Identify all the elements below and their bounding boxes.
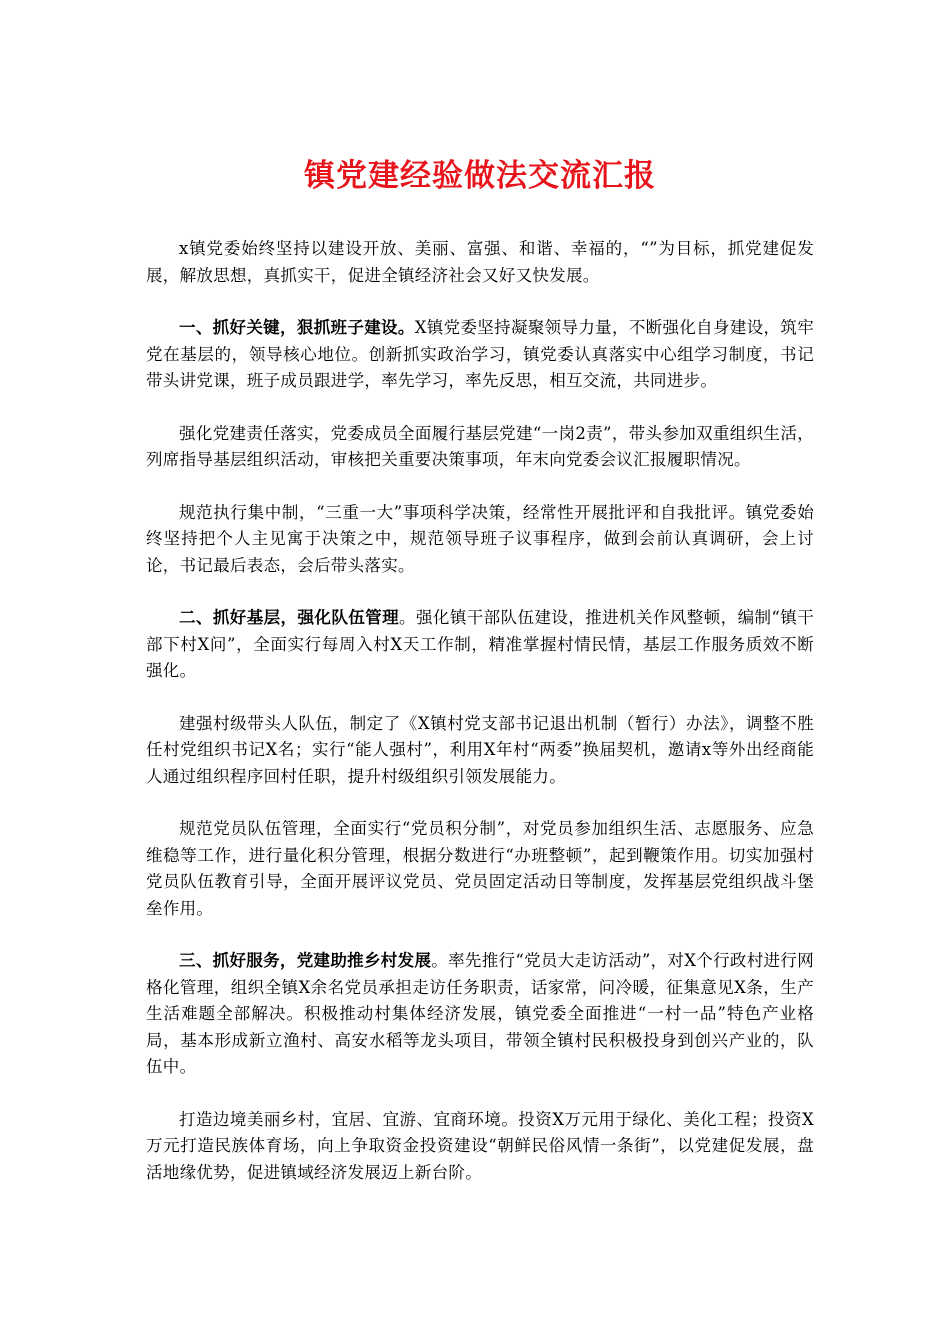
paragraph-5 [146,605,814,685]
paragraph-9 [146,1107,814,1187]
paragraph-3 [146,421,814,474]
paragraph-text: X镇党委坚持凝聚领导力量，不断强化自身建设，筑牢党在基层的，领导核心地位。创新抓实政治学习，镇党委认真落实中心组学习制度，书记带头讲党课，班子成员跟进学，率先学习，率先反思，相互交流，共同进步。 [146,318,815,390]
paragraph-text: 建强村级带头人队伍，制定了《X镇村党支部书记退出机制（暂行）办法》，调整不胜任村党组织书记X名；实行“能人强村”，利用X年村“两委”换届契机，邀请x等外出经商能人通过组织程序回村任职，提升村级组织引领发展能力。 [146,713,814,786]
paragraph-8 [146,948,814,1081]
paragraph-text: 强化党建责任落实，党委成员全面履行基层党建“一岗2责”，带头参加双重组织生活，列席指导基层组织活动，审核把关重要决策事项，年末向党委会议汇报履职情况。 [146,423,814,469]
paragraph-4 [146,500,814,580]
paragraph-text: 规范党员队伍管理，全面实行“党员积分制”，对党员参加组织生活、志愿服务、应急维稳等工作，进行量化积分管理，根据分数进行“办班整顿”，起到鞭策作用。切实加强村党员队伍教育引导，全面开展评议党员、党员固定活动日等制度，发挥基层党组织战斗堡垒作用。 [146,819,814,918]
paragraph-6 [146,711,814,791]
document-title: 镇党建经验做法交流汇报 [304,158,656,194]
paragraph-text: 打造边境美丽乡村，宜居、宜游、宜商环境。投资X万元用于绿化、美化工程；投资X万元打造民族体育场，向上争取资金投资建设“朝鲜民俗风情一条街”，以党建促发展，盘活地缘优势，促进镇域经济发展迈上新台阶。 [146,1109,814,1182]
paragraph-2 [146,315,814,395]
document-page [146,152,814,1212]
section-heading-3: 三、抓好服务，党建助推乡村发展 [179,951,432,970]
section-heading-1: 一、抓好关键，狠抓班子建设。 [179,318,415,337]
paragraph-1 [146,236,814,289]
paragraph-text: x镇党委始终坚持以建设开放、美丽、富强、和谐、幸福的，“”为目标，抓党建促发展，解放思想，真抓实干，促进全镇经济社会又好又快发展。 [146,239,814,285]
paragraph-text: 。强化镇干部队伍建设，推进机关作风整顿，编制“镇干部下村X问”，全面实行每周入村X天工作制，精准掌握村情民情，基层工作服务质效不断强化。 [146,608,815,680]
section-heading-2: 二、抓好基层，强化队伍管理 [179,608,400,627]
paragraph-7 [146,816,814,922]
paragraph-text: 规范执行集中制，“三重一大”事项科学决策，经常性开展批评和自我批评。镇党委始终坚持把个人主见寓于决策之中，规范领导班子议事程序，做到会前认真调研，会上讨论，书记最后表态，会后带头落实。 [146,502,814,575]
paragraph-text: 。率先推行“党员大走访活动”，对X个行政村进行网格化管理，组织全镇X余名党员承担走访任务职责，话家常，问冷暖，征集意见X条，生产生活难题全部解决。积极推动村集体经济发展，镇党委全面推进“一村一品”特色产业格局，基本形成新立渔村、高安水稻等龙头项目，带领全镇村民积极投身到创兴产业的，队伍中。 [146,951,814,1076]
